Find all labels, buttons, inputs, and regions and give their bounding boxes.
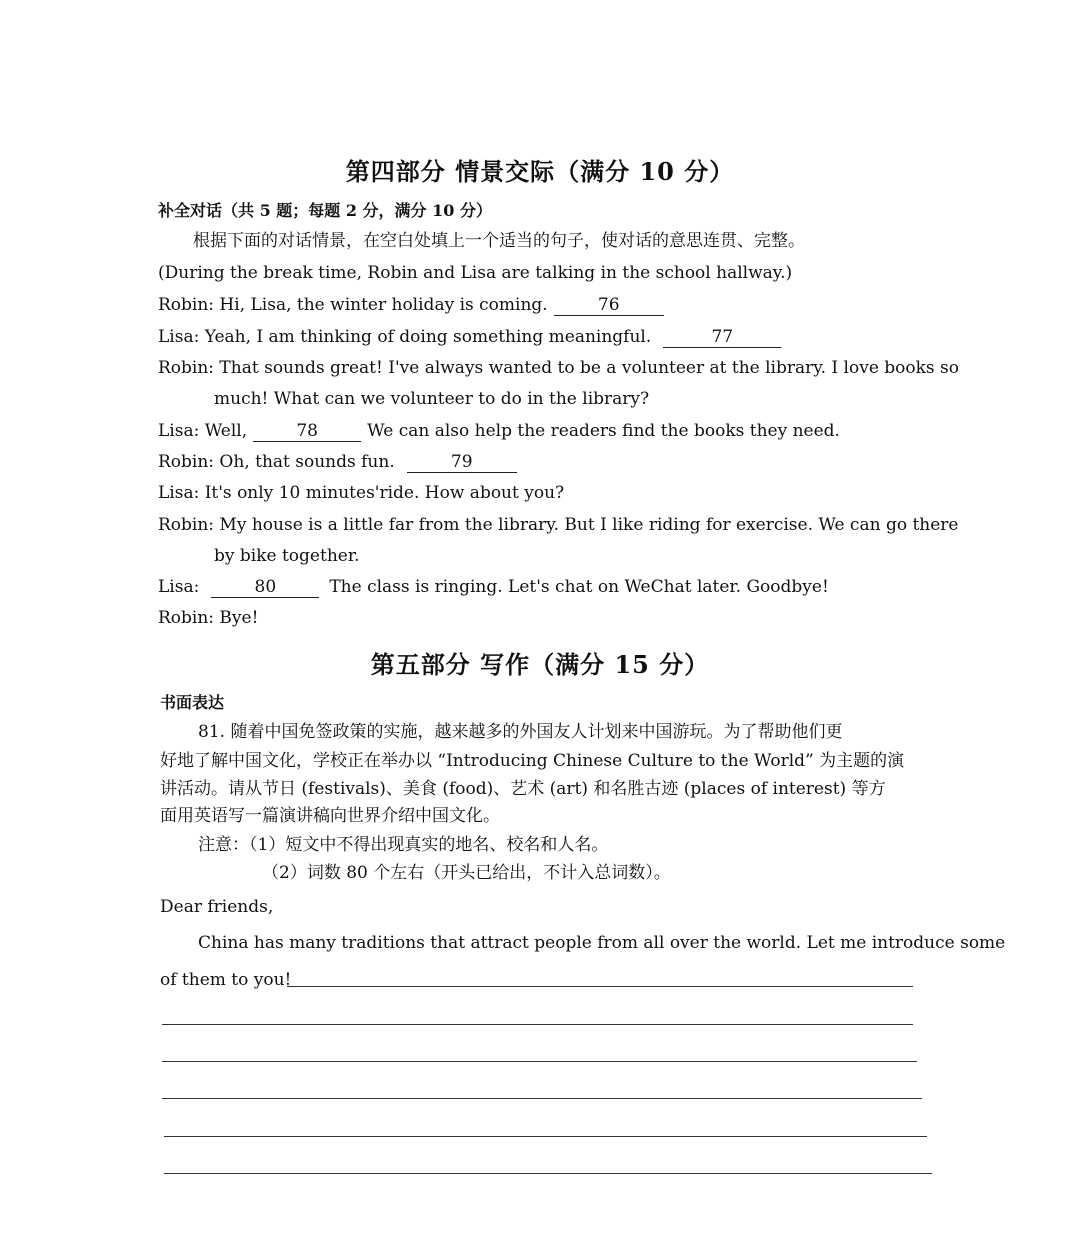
dialogue-text: The class is ringing. Let's chat on WeChat later. Goodbye! (329, 577, 829, 597)
writing-note-2: （2）词数 80 个左右（开头已给出，不计入总词数）。 (262, 863, 671, 883)
writing-line[interactable] (162, 1098, 922, 1099)
writing-line[interactable] (162, 1061, 917, 1062)
dialogue-line: by bike together. (214, 546, 360, 566)
dialogue-line-77 (158, 326, 787, 348)
dialogue-line-78 (158, 420, 840, 442)
part4-subheading: 补全对话（共 5 题；每题 2 分，满分 10 分） (158, 201, 492, 220)
dialogue-line: much! What can we volunteer to do in the library? (214, 389, 650, 409)
part4-instruction: 根据下面的对话情景，在空白处填上一个适当的句子，使对话的意思连贯、完整。 (193, 231, 805, 251)
dialogue-text: We can also help the readers find the books they need. (367, 421, 840, 441)
dialogue-line-76 (158, 294, 670, 316)
writing-prompt-line: 好地了解中国文化，学校正在举办以 “Introducing Chinese Culture to the World” 为主题的演 (160, 751, 905, 771)
dialogue-line: Robin: Bye! (158, 608, 259, 628)
writing-line[interactable] (164, 1173, 932, 1174)
answer-blank-76[interactable]: 76 (554, 296, 664, 316)
writing-line[interactable] (162, 1024, 913, 1025)
answer-blank-80[interactable]: 80 (211, 578, 319, 598)
dialogue-context: (During the break time, Robin and Lisa are talking in the school hallway.) (158, 263, 793, 283)
writing-line[interactable] (164, 1136, 927, 1137)
writing-prompt-line: 讲活动。请从节日 (festivals)、美食 (food)、艺术 (art) 和名胜古迹 (places of interest) 等方 (160, 779, 886, 799)
writing-prompt-line: 81. 随着中国免签政策的实施，越来越多的外国友人计划来中国游玩。为了帮助他们更 (198, 722, 843, 742)
part4-heading: 第四部分 情景交际（满分 10 分） (345, 157, 735, 186)
dialogue-text: Lisa: Yeah, I am thinking of doing something meaningful. (158, 327, 652, 347)
answer-blank-79[interactable]: 79 (407, 453, 517, 473)
dialogue-text: Robin: Hi, Lisa, the winter holiday is coming. (158, 295, 548, 315)
letter-greeting: Dear friends, (160, 897, 274, 917)
letter-opening-line: of them to you! (160, 970, 292, 990)
dialogue-line: Lisa: It's only 10 minutes'ride. How about you? (158, 483, 565, 503)
dialogue-text: Lisa: (158, 577, 200, 597)
writing-note-1: 注意：（1）短文中不得出现真实的地名、校名和人名。 (198, 835, 609, 855)
dialogue-text: Lisa: Well, (158, 421, 248, 441)
dialogue-line-80 (158, 576, 829, 598)
part5-heading: 第五部分 写作（满分 15 分） (370, 650, 710, 679)
dialogue-line: Robin: My house is a little far from the library. But I like riding for exercise. We can go there (158, 515, 959, 535)
writing-prompt-line: 面用英语写一篇演讲稿向世界介绍中国文化。 (160, 806, 500, 826)
letter-opening-line: China has many traditions that attract people from all over the world. Let me introduce some (198, 933, 1006, 953)
dialogue-line-79 (158, 451, 523, 473)
answer-blank-77[interactable]: 77 (663, 328, 781, 348)
dialogue-line: Robin: That sounds great! I've always wanted to be a volunteer at the library. I love books so (158, 358, 960, 378)
answer-blank-78[interactable]: 78 (253, 422, 361, 442)
dialogue-text: Robin: Oh, that sounds fun. (158, 452, 395, 472)
writing-line[interactable] (287, 986, 913, 987)
part5-subheading: 书面表达 (160, 693, 225, 712)
